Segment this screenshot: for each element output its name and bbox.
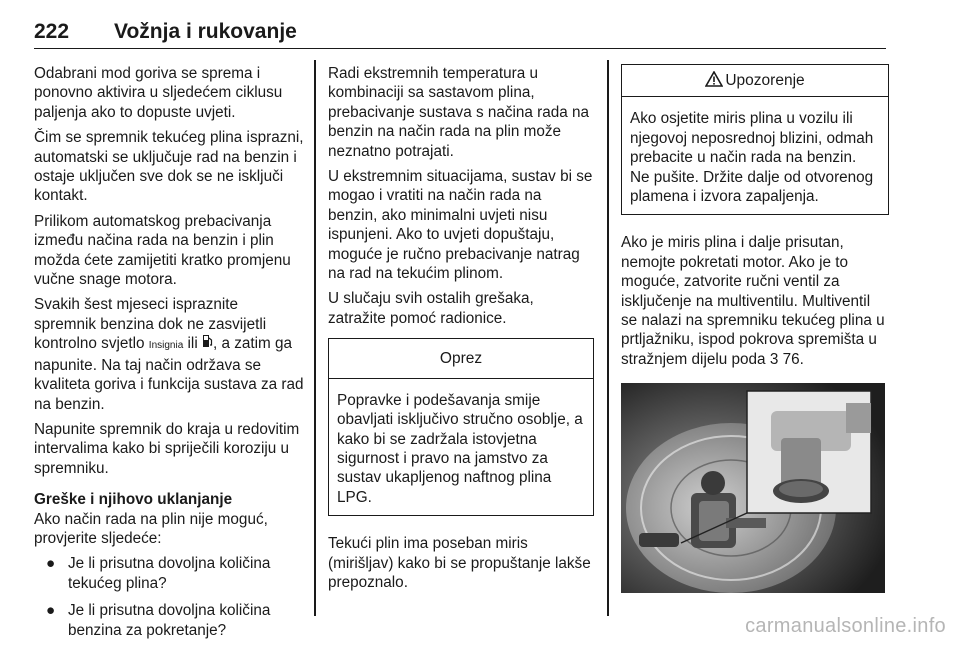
caution-title: Oprez — [329, 339, 593, 378]
warning-title: Upozorenje — [725, 72, 805, 89]
paragraph: Tekući plin ima poseban miris (mirišljav) kako bi se propuštanje lakše prepoznalo. — [328, 535, 591, 591]
page-number: 222 — [34, 20, 70, 43]
reference-page: 76. — [782, 350, 804, 368]
paragraph: Ako način rada na plin nije moguć, provjerite sljedeće: — [34, 510, 268, 547]
fuel-pump-icon — [202, 335, 213, 352]
multivalve-illustration — [621, 383, 885, 593]
caution-body — [329, 379, 593, 515]
paragraph: Odabrani mod goriva se sprema i ponovno aktivira u sljedećem ciklusu paljenja ako to dopuste uvjeti. — [34, 65, 283, 121]
list-item-text: Je li prisutna dovoljna količina tekućeg plina? — [68, 555, 271, 592]
bullet-icon: ● — [46, 602, 56, 620]
bullet-list — [34, 554, 304, 640]
list-item — [34, 554, 304, 593]
paragraph-with-symbols — [34, 295, 304, 413]
paragraph-text: ili — [187, 335, 198, 353]
watermark: carmanualsonline.info — [745, 615, 946, 637]
paragraph: U slučaju svih ostalih grešaka, zatražite pomoć radionice. — [328, 290, 534, 327]
warning-triangle-icon — [705, 71, 723, 87]
reference-arrow-icon: 3 — [769, 350, 779, 368]
chapter-title: Vožnja i rukovanje — [114, 20, 297, 43]
paragraph: Čim se spremnik tekućeg plina isprazni, automatski se uključuje rad na benzin i ostaje uključen sve dok se ne isključi kontakt. — [34, 129, 304, 205]
list-item — [34, 601, 304, 640]
column-divider — [607, 60, 609, 616]
warning-body — [622, 97, 888, 214]
page-header — [34, 20, 886, 49]
warning-text: Ako osjetite miris plina u vozilu ili njegovoj neposrednoj blizini, odmah prebacite u način rada na benzin. Ne pušite. Držite dalje od otvorenog plamena i izvora zapaljenja. — [630, 110, 874, 206]
paragraph: U ekstremnim situacijama, sustav bi se mogao i vratiti na način rada na benzin, ako minimalni uvjeti nisu ispunjeni. Ako to uvjeti dopuštaju, moguće je ručno prebacivanje natrag na rad na tekućim plinom. — [328, 168, 593, 283]
paragraph-text: , a zatim ga napunite. Na taj način održava se kvaliteta goriva i funkcija sustava za rad na benzin. — [34, 335, 304, 413]
warning-box — [621, 64, 889, 215]
paragraph: Prilikom automatskog prebacivanja između načina rada na benzin i plin možda ćete zamijetiti kratko promjenu vučne snage motora. — [34, 212, 291, 289]
column-right — [621, 64, 889, 593]
paragraph — [621, 233, 889, 369]
column-left — [34, 64, 304, 648]
list-item-text: Je li prisutna dovoljna količina benzina za pokretanje? — [68, 602, 271, 639]
column-divider — [314, 60, 316, 616]
bullet-icon: ● — [46, 555, 56, 573]
multivalve-image — [621, 383, 885, 593]
insignia-symbol: Insignia — [148, 340, 184, 352]
paragraph-text: Svakih šest mjeseci ispraznite spremnik benzina dok ne zasvijetli kontrolno svjetlo — [34, 296, 267, 353]
paragraph-text: Ako je miris plina i dalje prisutan, nemojte pokretati motor. Ako je to moguće, zatvorite ručni ventil za isključenje na multiventilu. Multiventil se nalazi na spremniku tekućeg plina u prtljažniku, ispod pokrova spremišta u stražnjem dijelu poda — [621, 234, 885, 368]
section-heading: Greške i njihovo uklanjanje — [34, 491, 233, 509]
caution-text: Popravke i podešavanja smije obavljati isključivo stručno osoblje, a kako bi se zadržala istovjetna sigurnost i pravo na jamstvo za sustav ukapljenog naftnog plina LPG. — [337, 391, 583, 506]
caution-box — [328, 338, 594, 516]
warning-header — [622, 65, 888, 97]
paragraph: Napunite spremnik do kraja u redovitim intervalima kako bi spriječili koroziju u spremniku. — [34, 420, 300, 477]
page-reference[interactable] — [770, 351, 804, 368]
paragraph: Radi ekstremnih temperatura u kombinaciji sa sastavom plina, prebacivanje sustava s načina rada na benzin na način rada na plin može neznatno potrajati. — [328, 65, 590, 160]
column-middle — [328, 64, 594, 598]
